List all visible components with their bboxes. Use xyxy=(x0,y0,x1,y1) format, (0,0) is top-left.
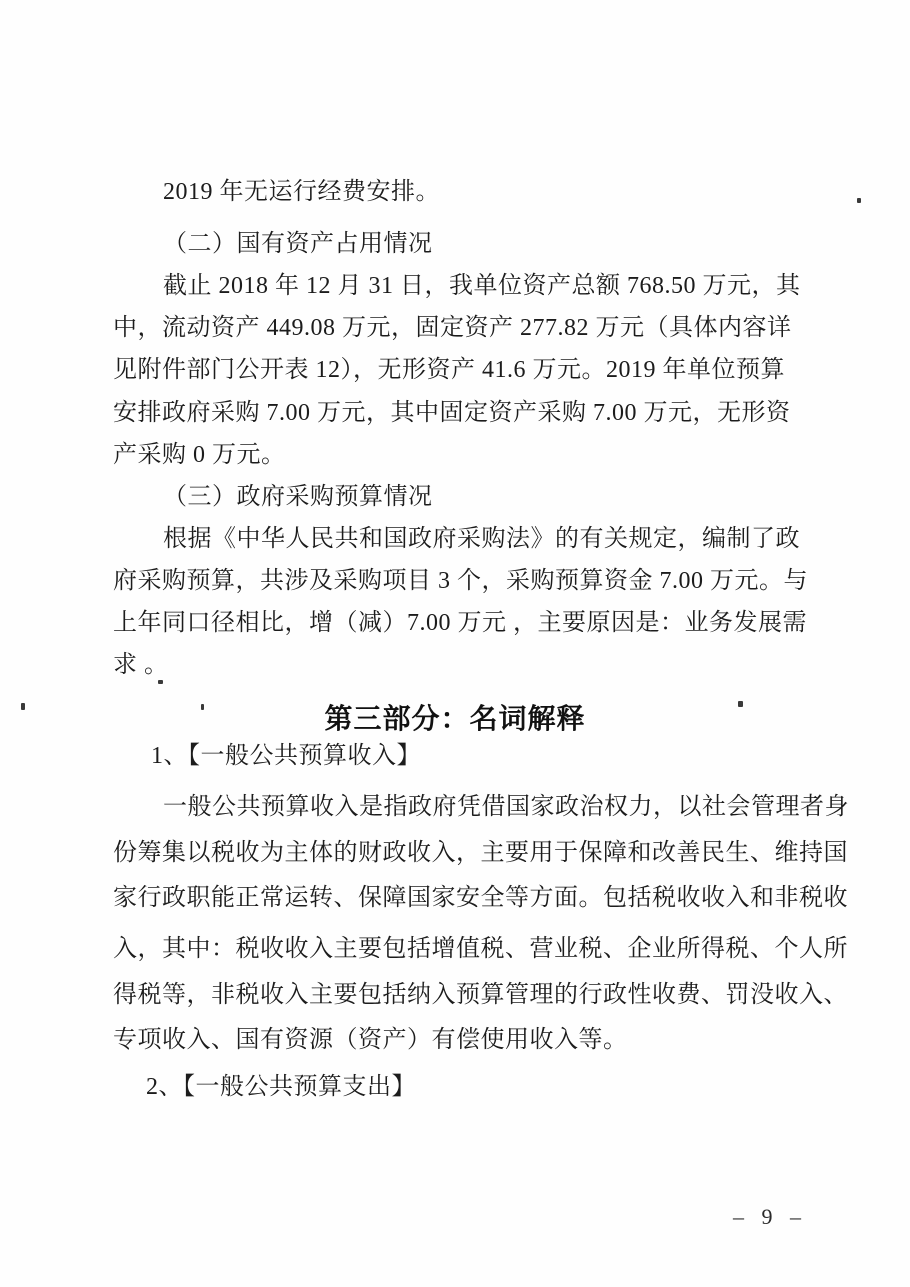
text-line: 一般公共预算收入是指政府凭借国家政治权力，以社会管理者身 xyxy=(163,794,849,820)
text-line: 2、【一般公共预算支出】 xyxy=(146,1074,416,1100)
text-line: 产采购 0 万元。 xyxy=(113,442,286,468)
text-line: （三）政府采购预算情况 xyxy=(163,484,433,510)
text-line: 府采购预算，共涉及采购项目 3 个，采购预算资金 7.00 万元。与 xyxy=(113,568,808,594)
text-line: 上年同口径相比，增（减）7.00 万元 ，主要原因是：业务发展需 xyxy=(113,610,807,636)
text-line: 求 。 xyxy=(113,652,169,678)
text-line: 家行政职能正常运转、保障国家安全等方面。包括税收收入和非税收 xyxy=(113,885,848,911)
text-line: 见附件部门公开表 12），无形资产 41.6 万元。2019 年单位预算 xyxy=(113,357,785,383)
text-line: 中，流动资产 449.08 万元，固定资产 277.82 万元（具体内容详 xyxy=(113,315,792,341)
text-line: 2019 年无运行经费安排。 xyxy=(163,179,440,205)
page-number: – 9 – xyxy=(733,1204,807,1229)
text-line: 入，其中：税收收入主要包括增值税、营业税、企业所得税、个人所 xyxy=(113,936,848,962)
text-line: （二）国有资产占用情况 xyxy=(163,231,433,257)
scan-speck xyxy=(21,703,25,710)
text-line: 截止 2018 年 12 月 31 日，我单位资产总额 768.50 万元，其 xyxy=(163,273,801,299)
text-line: 专项收入、国有资源（资产）有偿使用收入等。 xyxy=(113,1027,628,1053)
scan-speck xyxy=(158,680,163,684)
text-line: 1、【一般公共预算收入】 xyxy=(151,743,421,769)
scan-speck xyxy=(201,704,204,710)
text-line: 得税等，非税收入主要包括纳入预算管理的行政性收费、罚没收入、 xyxy=(113,982,848,1008)
scan-speck xyxy=(857,198,861,203)
scan-speck xyxy=(738,701,743,707)
section-heading: 第三部分：名词解释 xyxy=(324,703,586,734)
text-line: 安排政府采购 7.00 万元，其中固定资产采购 7.00 万元，无形资 xyxy=(113,400,791,426)
text-line: 根据《中华人民共和国政府采购法》的有关规定，编制了政 xyxy=(163,526,800,552)
text-line: 份筹集以税收为主体的财政收入，主要用于保障和改善民生、维持国 xyxy=(113,840,848,866)
